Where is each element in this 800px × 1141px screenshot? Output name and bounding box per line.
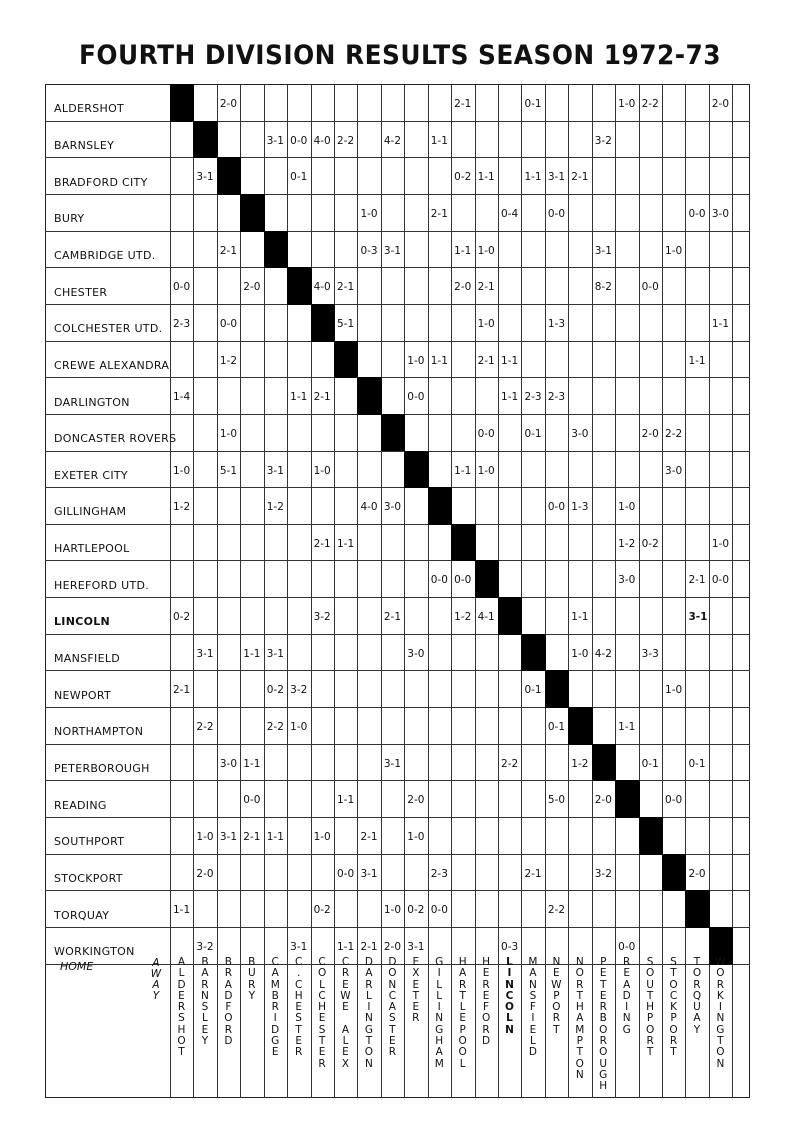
- match-score: 1-0: [571, 647, 589, 660]
- row-team-label: NEWPORT: [54, 688, 112, 702]
- match-score: 4-0: [313, 134, 331, 147]
- match-score: 5-1: [337, 317, 355, 330]
- match-score: 4-2: [383, 134, 402, 147]
- diagonal-block: [451, 524, 475, 562]
- match-score: 0-1: [524, 684, 542, 697]
- match-score: 1-0: [313, 831, 331, 843]
- match-score: 0-3: [360, 244, 378, 257]
- match-score: 0-2: [266, 684, 284, 697]
- column-team-label: D A R L I N G T O N: [364, 956, 374, 1070]
- match-score: 1-2: [266, 501, 284, 514]
- match-score: 2-2: [547, 904, 566, 917]
- match-score: 1-0: [173, 464, 191, 477]
- match-score: 0-1: [524, 427, 542, 440]
- match-score: 2-3: [547, 391, 566, 404]
- column-team-label: B U R Y: [247, 956, 256, 1002]
- match-score: 0-2: [173, 611, 191, 624]
- diagonal-block: [311, 304, 335, 342]
- grid-column-line: [521, 84, 522, 1098]
- grid-row-line: [45, 707, 750, 708]
- row-team-label: BRADFORD CITY: [54, 175, 148, 189]
- diagonal-block: [170, 84, 194, 122]
- grid-column-line: [568, 84, 569, 1098]
- diagonal-block: [592, 744, 616, 782]
- match-score: 0-0: [454, 574, 472, 587]
- diagonal-block: [639, 817, 663, 855]
- match-score: 1-0: [290, 721, 308, 734]
- match-score: 3-2: [196, 940, 214, 953]
- match-score: 1-2: [219, 354, 238, 367]
- match-score: 2-1: [360, 940, 378, 953]
- grid-column-line: [592, 84, 593, 1098]
- grid-column-line: [240, 84, 241, 1098]
- match-score: 2-0: [641, 427, 659, 440]
- match-score: 1-0: [383, 904, 402, 917]
- match-score: 3-1: [383, 757, 402, 770]
- row-team-label: WORKINGTON: [54, 945, 135, 959]
- match-score: 1-0: [196, 831, 214, 843]
- match-score: 3-1: [360, 867, 378, 880]
- match-score: 5-1: [219, 464, 238, 477]
- column-team-label: E X E T E R: [412, 956, 420, 1025]
- grid-column-line: [170, 84, 171, 1098]
- match-score: 1-1: [243, 757, 261, 770]
- grid-column-line: [615, 84, 616, 1098]
- match-score: 1-1: [290, 391, 308, 404]
- match-score: 4-2: [594, 647, 612, 660]
- match-score: 2-1: [360, 831, 378, 843]
- home-axis-label: HOME: [60, 960, 94, 973]
- match-score: 1-1: [524, 171, 542, 184]
- match-score: 2-1: [313, 537, 331, 550]
- match-score: 3-1: [219, 831, 238, 843]
- match-score: 0-0: [547, 207, 566, 220]
- grid-column-line: [545, 84, 546, 1098]
- row-team-label: CREWE ALEXANDRA: [54, 358, 170, 372]
- match-score: 1-1: [501, 391, 519, 404]
- grid-row-line: [45, 634, 750, 635]
- diagonal-block: [357, 377, 381, 415]
- column-team-label: R E A D I N G: [622, 956, 631, 1036]
- row-team-label: LINCOLN: [54, 615, 111, 629]
- match-score: 1-1: [430, 134, 448, 147]
- match-score: 3-1: [196, 171, 214, 184]
- diagonal-block: [615, 780, 639, 818]
- match-score: 1-0: [360, 207, 378, 220]
- diagonal-block: [334, 341, 358, 379]
- match-score: 0-2: [454, 171, 472, 184]
- match-score: 0-2: [313, 904, 331, 917]
- match-score: 2-1: [477, 354, 495, 367]
- column-team-label: S T O C K P O R T: [669, 956, 678, 1059]
- match-score: 4-0: [360, 501, 378, 514]
- match-score: 3-1: [383, 244, 402, 257]
- match-score: 1-1: [337, 537, 355, 550]
- match-score: 2-2: [501, 757, 519, 770]
- row-team-label: MANSFIELD: [54, 652, 121, 666]
- match-score: 2-0: [711, 98, 730, 110]
- match-score: 0-0: [477, 427, 495, 440]
- grid-row-line: [45, 377, 750, 378]
- column-team-label: C . C H E S T E R: [294, 956, 303, 1059]
- match-score: 0-0: [430, 574, 448, 587]
- match-score: 3-0: [571, 427, 589, 440]
- match-score: 2-2: [196, 721, 214, 734]
- match-score: 2-1: [337, 281, 355, 294]
- column-team-label: G I L L I N G H A M: [434, 956, 444, 1070]
- grid-row-line: [45, 670, 750, 671]
- match-score: 1-0: [477, 244, 495, 257]
- column-team-label: A L D E R S H O T: [177, 956, 186, 1059]
- match-score: 0-0: [688, 207, 706, 220]
- diagonal-block: [685, 890, 709, 928]
- diagonal-block: [662, 854, 686, 892]
- match-score: 3-2: [594, 134, 612, 147]
- grid-column-line: [334, 84, 335, 1098]
- match-score: 3-1: [290, 940, 308, 953]
- diagonal-block: [568, 707, 592, 745]
- match-score: 2-2: [337, 134, 355, 147]
- match-score: 3-2: [594, 867, 612, 880]
- match-score: 3-0: [407, 647, 425, 660]
- grid-column-line: [685, 84, 686, 1098]
- match-score: 1-0: [477, 464, 495, 477]
- match-score: 1-2: [571, 757, 589, 770]
- row-team-label: STOCKPORT: [54, 871, 123, 885]
- diagonal-block: [264, 231, 288, 269]
- match-score: 1-1: [618, 721, 636, 734]
- match-score: 1-1: [571, 611, 589, 624]
- grid-row-line: [45, 890, 750, 891]
- match-score: 0-0: [219, 317, 238, 330]
- column-team-label: C O L C H E S T E R: [317, 956, 327, 1070]
- column-team-label: M A N S F I E L D: [528, 956, 538, 1059]
- column-team-label: N E W P O R T: [551, 956, 562, 1036]
- match-score: 3-2: [290, 684, 308, 697]
- column-team-label: T O R Q U A Y: [692, 956, 702, 1036]
- match-score: 1-0: [407, 831, 425, 843]
- match-score: 3-3: [641, 647, 659, 660]
- match-score: 3-2: [313, 611, 331, 624]
- match-score: 1-3: [571, 501, 589, 514]
- column-team-label: H E R E F O R D: [481, 956, 491, 1048]
- grid-row-line: [45, 304, 750, 305]
- match-score: 0-0: [547, 501, 566, 514]
- row-team-label: DARLINGTON: [54, 395, 130, 409]
- grid-row-line: [45, 487, 750, 488]
- match-score: 0-0: [665, 794, 683, 807]
- match-score: 1-1: [501, 354, 519, 367]
- grid-column-line: [404, 84, 405, 1098]
- grid-row-line: [45, 597, 750, 598]
- column-team-label: S O U T H P O R T: [645, 956, 655, 1059]
- diagonal-block: [428, 487, 452, 525]
- column-team-label: N O R T H A M P T O N: [575, 956, 585, 1081]
- match-score: 3-0: [665, 464, 683, 477]
- diagonal-block: [193, 121, 217, 159]
- match-score: 0-1: [688, 757, 706, 770]
- row-team-label: COLCHESTER UTD.: [54, 322, 163, 336]
- match-score: 0-0: [430, 904, 448, 917]
- match-score: 1-0: [477, 317, 495, 330]
- column-team-label: W O R K I N G T O N: [715, 956, 726, 1070]
- row-team-label: NORTHAMPTON: [54, 725, 144, 739]
- match-score: 3-1: [266, 134, 284, 147]
- grid-column-line: [639, 84, 640, 1098]
- match-score: 1-3: [547, 317, 566, 330]
- match-score: 3-0: [711, 207, 730, 220]
- match-score: 3-0: [219, 757, 238, 770]
- row-team-label: HARTLEPOOL: [54, 542, 130, 556]
- match-score: 1-1: [266, 831, 284, 843]
- column-team-label: B R A D F O R D: [224, 956, 233, 1048]
- match-score: 2-1: [383, 611, 402, 624]
- row-team-label: BURY: [54, 212, 85, 226]
- match-score: 2-2: [641, 98, 659, 110]
- match-score: 0-2: [407, 904, 425, 917]
- column-team-label: B A R N S L E Y: [200, 956, 209, 1048]
- match-score: 3-1: [196, 647, 214, 660]
- row-team-label: GILLINGHAM: [54, 505, 127, 519]
- grid-row-line: [45, 780, 750, 781]
- match-score: 0-0: [173, 281, 191, 294]
- grid-row-line: [45, 231, 750, 232]
- row-team-label: CHESTER: [54, 285, 108, 299]
- match-score: 3-1: [688, 611, 708, 624]
- match-score: 1-1: [430, 354, 448, 367]
- match-score: 4-0: [313, 281, 331, 294]
- grid-row-line: [45, 341, 750, 342]
- row-team-label: HEREFORD UTD.: [54, 578, 150, 592]
- match-score: 0-1: [290, 171, 308, 184]
- match-score: 1-0: [219, 427, 238, 440]
- grid-column-line: [662, 84, 663, 1098]
- match-score: 1-2: [173, 501, 191, 514]
- match-score: 2-1: [173, 684, 191, 697]
- match-score: 2-1: [524, 867, 542, 880]
- match-score: 2-1: [571, 171, 589, 184]
- match-score: 1-1: [454, 244, 472, 257]
- match-score: 3-1: [266, 647, 284, 660]
- match-score: 2-3: [173, 317, 191, 330]
- match-score: 5-0: [547, 794, 566, 807]
- match-score: 1-0: [618, 98, 636, 110]
- match-score: 0-1: [524, 98, 542, 110]
- match-score: 0-2: [641, 537, 659, 550]
- match-score: 1-0: [407, 354, 425, 367]
- match-score: 2-2: [665, 427, 683, 440]
- match-score: 1-1: [477, 171, 495, 184]
- grid-row-line: [45, 560, 750, 561]
- grid-column-line: [357, 84, 358, 1098]
- match-score: 0-1: [641, 757, 659, 770]
- grid-column-line: [193, 84, 194, 1098]
- match-score: 0-0: [407, 391, 425, 404]
- grid-column-line: [451, 84, 452, 1098]
- match-score: 2-1: [688, 574, 706, 587]
- match-score: 2-1: [243, 831, 261, 843]
- match-score: 2-0: [383, 940, 402, 953]
- match-score: 3-1: [547, 171, 566, 184]
- match-score: 2-0: [196, 867, 214, 880]
- match-score: 1-0: [711, 537, 730, 550]
- match-score: 1-0: [618, 501, 636, 514]
- match-score: 3-1: [266, 464, 284, 477]
- row-team-label: CAMBRIDGE UTD.: [54, 248, 156, 262]
- match-score: 1-1: [711, 317, 730, 330]
- grid-row-line: [45, 524, 750, 525]
- match-score: 2-1: [313, 391, 331, 404]
- match-score: 2-3: [430, 867, 448, 880]
- grid-row-line: [45, 744, 750, 745]
- diagonal-block: [521, 634, 545, 672]
- match-score: 1-1: [688, 354, 706, 367]
- grid-column-line: [217, 84, 218, 1098]
- row-team-label: ALDERSHOT: [54, 102, 125, 116]
- match-score: 4-1: [477, 611, 495, 624]
- match-score: 1-2: [618, 537, 636, 550]
- match-score: 1-0: [665, 244, 683, 257]
- match-score: 2-0: [407, 794, 425, 807]
- match-score: 2-0: [688, 867, 706, 880]
- match-score: 8-2: [594, 281, 612, 294]
- diagonal-block: [498, 597, 522, 635]
- diagonal-block: [475, 560, 499, 598]
- row-team-label: PETERBOROUGH: [54, 762, 150, 776]
- grid-column-line: [311, 84, 312, 1098]
- match-score: 2-0: [219, 98, 238, 110]
- match-score: 0-0: [618, 940, 636, 953]
- diagonal-block: [240, 194, 264, 232]
- match-score: 3-1: [594, 244, 612, 257]
- match-score: 1-1: [337, 794, 355, 807]
- away-axis-label: A W A Y: [150, 957, 162, 1002]
- match-score: 1-0: [665, 684, 683, 697]
- match-score: 3-0: [383, 501, 402, 514]
- match-score: 3-0: [618, 574, 636, 587]
- match-score: 0-1: [547, 721, 566, 734]
- match-score: 0-0: [641, 281, 659, 294]
- match-score: 2-0: [454, 281, 472, 294]
- row-team-label: DONCASTER ROVERS: [54, 432, 177, 446]
- match-score: 1-1: [243, 647, 261, 660]
- grid-row-line: [45, 267, 750, 268]
- row-team-label: READING: [54, 798, 107, 812]
- match-score: 2-0: [243, 281, 261, 294]
- match-score: 1-4: [173, 391, 191, 404]
- row-team-label: SOUTHPORT: [54, 835, 125, 849]
- match-score: 2-1: [219, 244, 238, 257]
- match-score: 2-1: [430, 207, 448, 220]
- column-team-label: D O N C A S T E R: [388, 956, 397, 1059]
- column-team-label: L I N C O L N: [505, 956, 514, 1036]
- match-score: 3-1: [407, 940, 425, 953]
- column-team-label: P E T E R B O R O U G H: [599, 956, 608, 1093]
- column-team-label: C R E W E A L E X: [340, 956, 351, 1070]
- diagonal-block: [381, 414, 405, 452]
- grid-row-line: [45, 927, 750, 928]
- column-team-label: H A R T L E P O O L: [458, 956, 467, 1070]
- page-title: FOURTH DIVISION RESULTS SEASON 1972-73: [78, 40, 722, 71]
- match-score: 0-0: [243, 794, 261, 807]
- match-score: 0-0: [290, 134, 308, 147]
- match-score: 1-1: [173, 904, 191, 917]
- match-score: 2-1: [454, 98, 472, 110]
- match-score: 0-4: [501, 207, 519, 220]
- diagonal-block: [217, 157, 241, 195]
- column-team-label: C A M B R I D G E: [270, 956, 280, 1059]
- row-team-label: EXETER CITY: [54, 468, 128, 482]
- grid-column-line: [381, 84, 382, 1098]
- match-score: 1-2: [454, 611, 472, 624]
- match-score: 2-2: [266, 721, 284, 734]
- row-team-label: BARNSLEY: [54, 138, 115, 152]
- match-score: 1-1: [454, 464, 472, 477]
- match-score: 1-1: [337, 940, 355, 953]
- match-score: 2-1: [477, 281, 495, 294]
- match-score: 0-0: [711, 574, 730, 587]
- diagonal-block: [287, 267, 311, 305]
- diagonal-block: [404, 451, 428, 489]
- grid-row-line: [45, 121, 750, 122]
- match-score: 0-3: [501, 940, 519, 953]
- grid-column-line: [428, 84, 429, 1098]
- match-score: 2-0: [594, 794, 612, 807]
- match-score: 2-3: [524, 391, 542, 404]
- grid-row-line: [45, 194, 750, 195]
- match-score: 0-0: [337, 867, 355, 880]
- row-team-label: TORQUAY: [54, 908, 110, 922]
- diagonal-block: [545, 670, 569, 708]
- match-score: 1-0: [313, 464, 331, 477]
- grid-row-line: [45, 157, 750, 158]
